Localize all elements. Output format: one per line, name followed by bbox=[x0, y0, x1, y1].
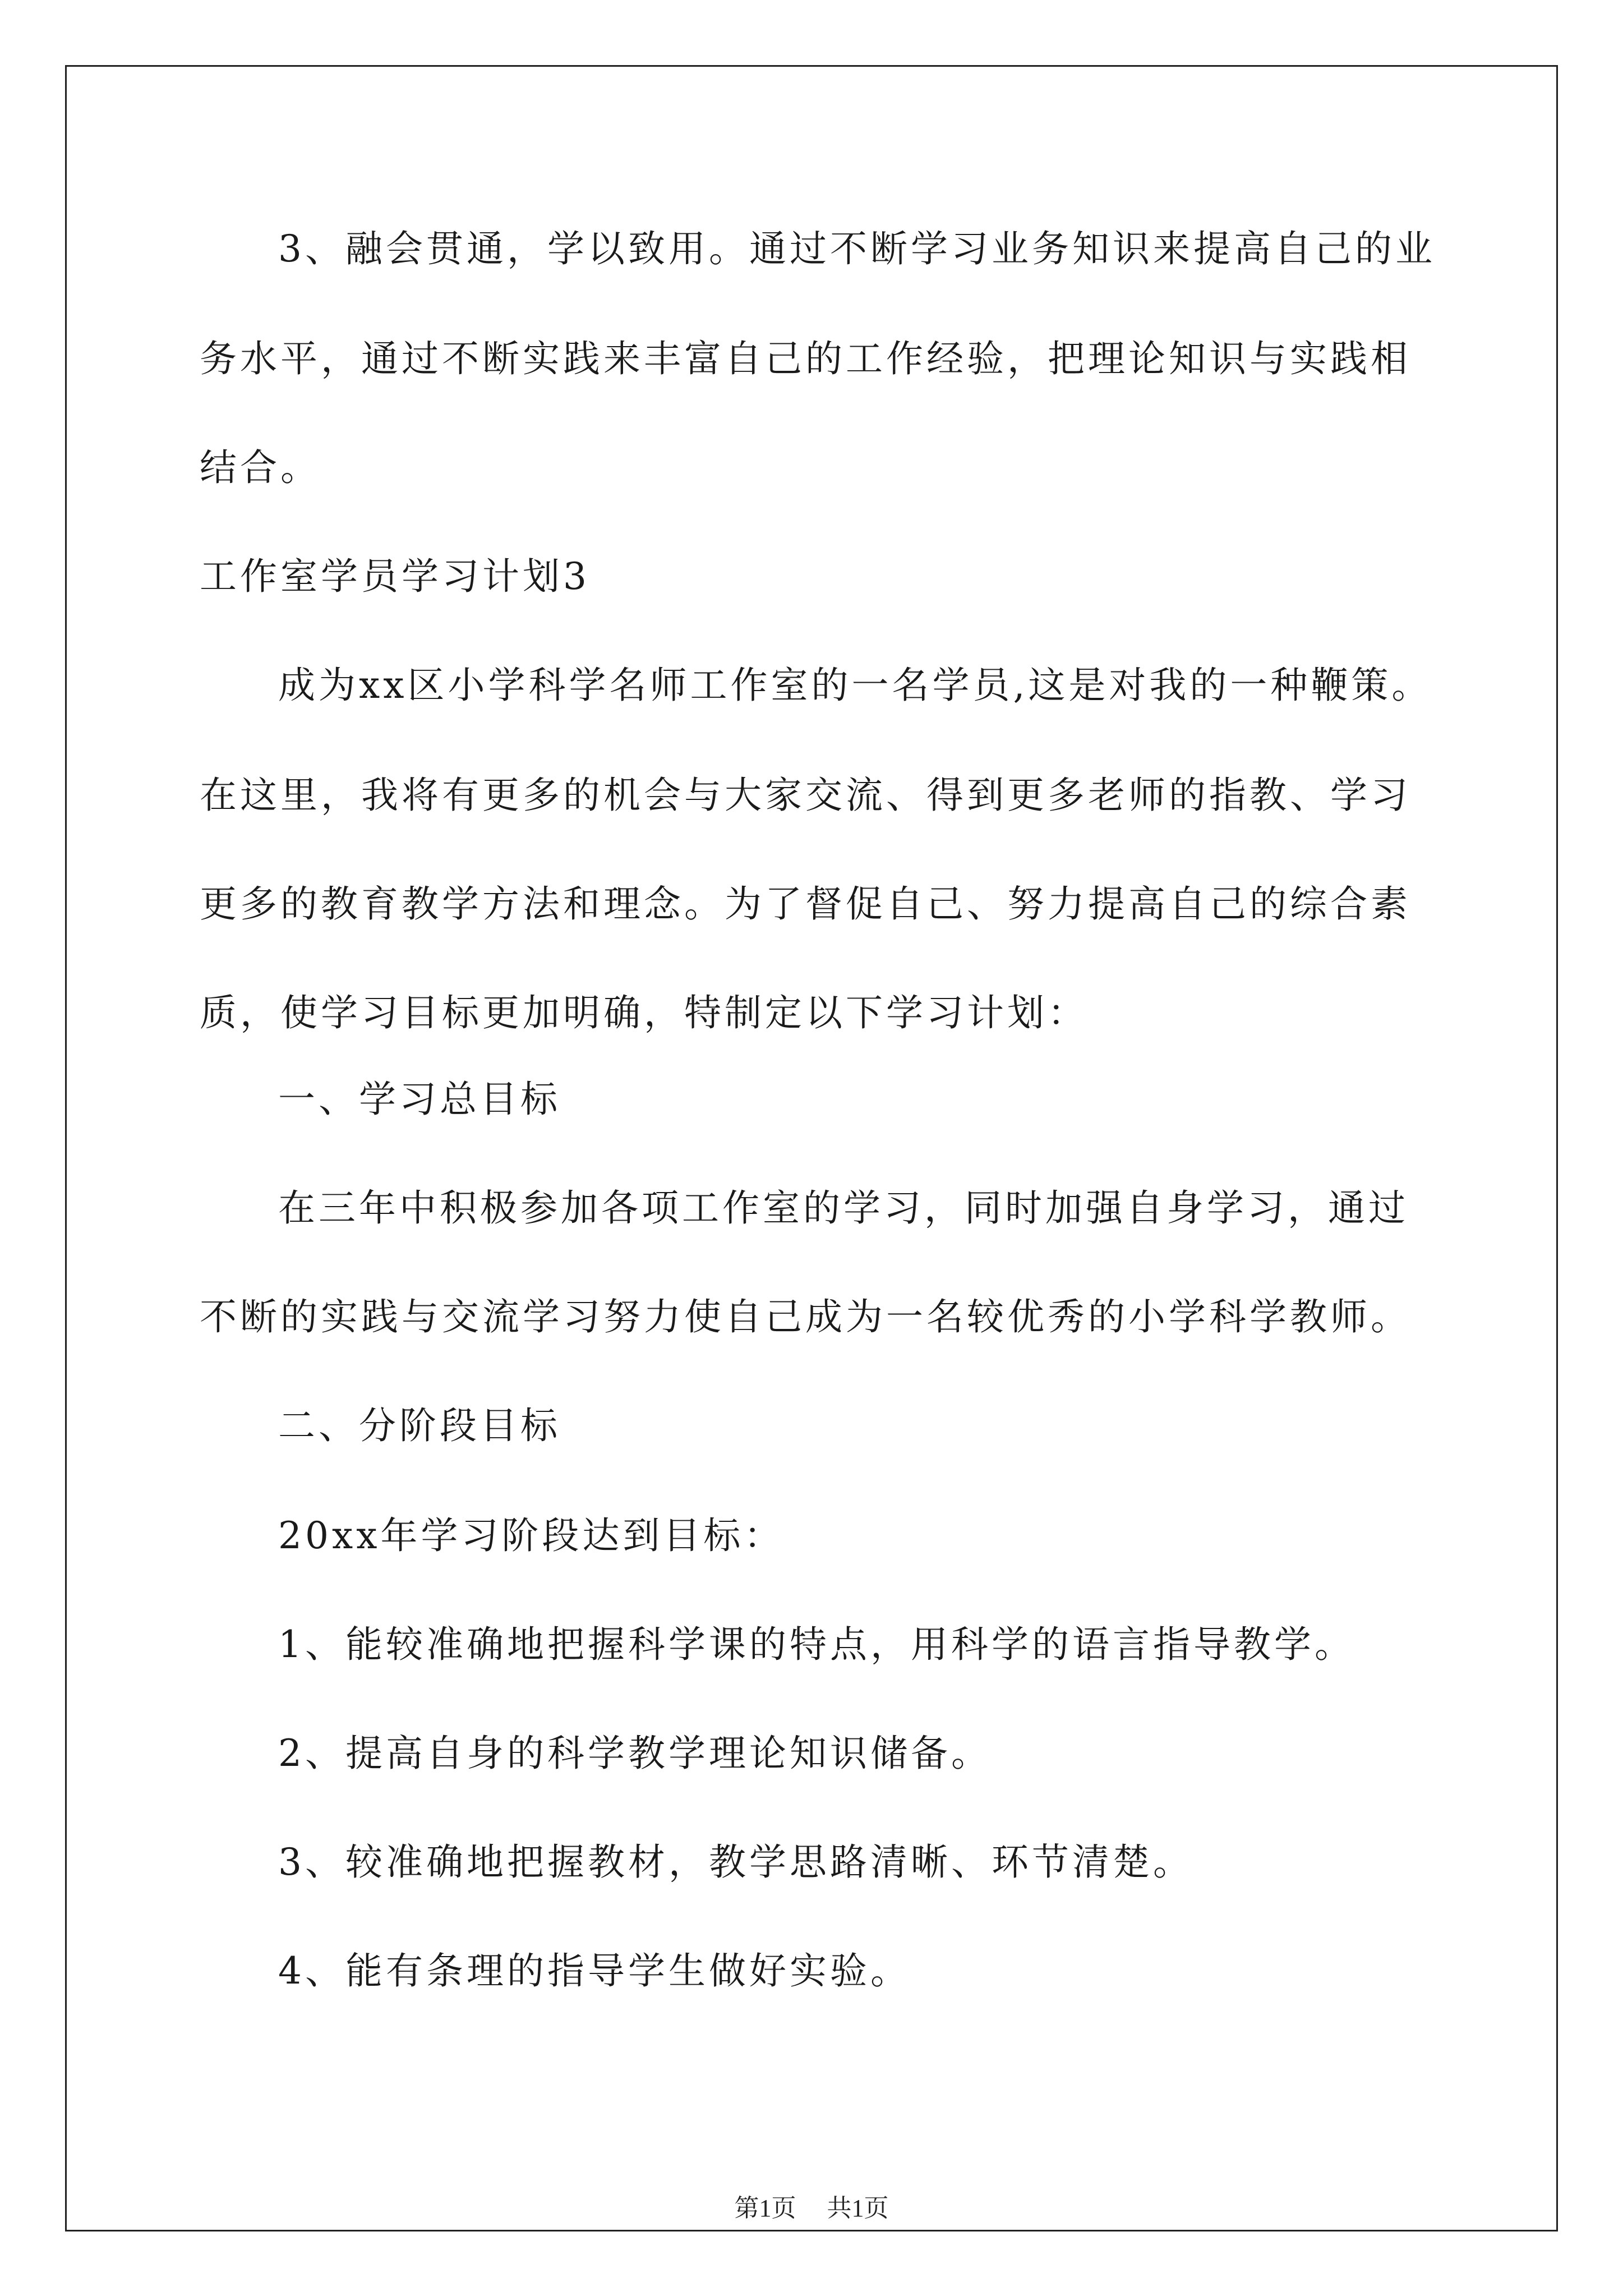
page-number: 第1页 bbox=[734, 2194, 796, 2222]
paragraph-line: 不断的实践与交流学习努力使自己成为一名较优秀的小学科学教师。 bbox=[200, 1295, 1411, 1338]
paragraph-line: 3、融会贯通，学以致用。通过不断学习业务知识来提高自己的业 bbox=[278, 227, 1436, 270]
section-heading: 工作室学员学习计划3 bbox=[200, 555, 590, 598]
paragraph-line: 在这里，我将有更多的机会与大家交流、得到更多老师的指教、学习 bbox=[200, 774, 1411, 817]
page-total: 共1页 bbox=[827, 2194, 889, 2222]
paragraph-line: 更多的教育教学方法和理念。为了督促自己、努力提高自己的综合素 bbox=[200, 882, 1411, 926]
list-item: 2、提高自身的科学教学理论知识储备。 bbox=[278, 1732, 992, 1775]
paragraph-line: 成为xx区小学科学名师工作室的一名学员,这是对我的一种鞭策。 bbox=[278, 664, 1432, 707]
paragraph-line: 务水平，通过不断实践来丰富自己的工作经验，把理论知识与实践相 bbox=[200, 337, 1411, 380]
list-item: 4、能有条理的指导学生做好实验。 bbox=[278, 1949, 911, 1993]
paragraph-line: 20xx年学习阶段达到目标： bbox=[278, 1514, 785, 1557]
page-footer bbox=[0, 2193, 1623, 2224]
paragraph-line: 质，使学习目标更加明确，特制定以下学习计划： bbox=[200, 991, 1088, 1034]
list-item: 1、能较准确地把握科学课的特点，用科学的语言指导教学。 bbox=[278, 1623, 1355, 1666]
subheading: 一、学习总目标 bbox=[278, 1078, 561, 1121]
page-border bbox=[65, 65, 1558, 2231]
subheading: 二、分阶段目标 bbox=[278, 1404, 561, 1447]
paragraph-line: 结合。 bbox=[200, 446, 321, 489]
list-item: 3、较准确地把握教材，教学思路清晰、环节清楚。 bbox=[278, 1841, 1193, 1884]
paragraph-line: 在三年中积极参加各项工作室的学习，同时加强自身学习，通过 bbox=[278, 1186, 1409, 1230]
